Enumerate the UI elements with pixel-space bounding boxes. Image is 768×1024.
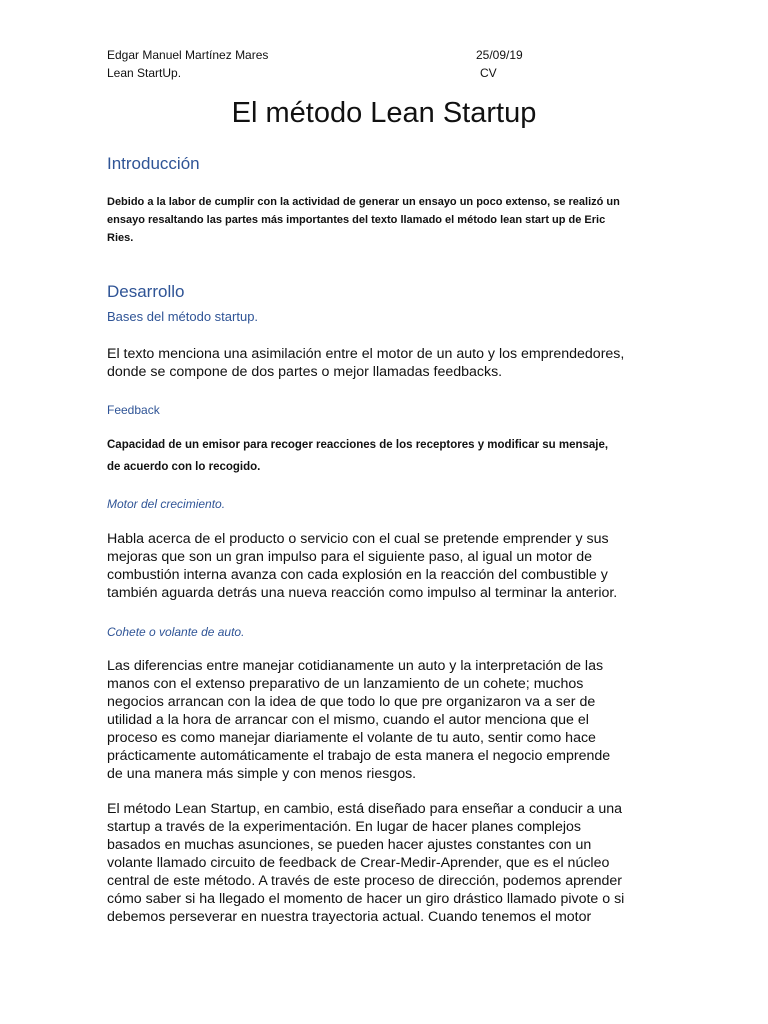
cohete-line: de una manera más simple y con menos riesgos.	[107, 766, 417, 782]
feedback-paragraph	[107, 434, 667, 478]
cohete-line: prácticamente automáticamente el trabajo de esta manera el negocio emprende	[107, 748, 611, 764]
lean-line: cómo saber si ha llegado el momento de hacer un giro drástico llamado pivote o si	[107, 891, 625, 907]
intro-heading: Introducción	[107, 154, 200, 173]
intro-paragraph	[107, 193, 667, 247]
desarrollo-paragraph	[107, 345, 667, 381]
intro-line: Ries.	[107, 232, 134, 244]
lean-line: central de este método. A través de este proceso de dirección, podemos aprender	[107, 873, 623, 889]
header-date: 25/09/19	[476, 48, 523, 62]
lean-line: basados en muchas asunciones, se pueden hacer ajustes constantes con un	[107, 837, 592, 853]
cohete-line: manos con el extenso preparativo de un lanzamiento de un cohete; muchos	[107, 676, 584, 692]
feedback-line: Capacidad de un emisor para recoger reacciones de los receptores y modificar su mensaje,	[107, 439, 609, 451]
intro-line: ensayo resaltando las partes más importantes del texto llamado el método lean start up de Eric	[107, 214, 606, 226]
motor-line: Habla acerca de el producto o servicio con el cual se pretende emprender y sus	[107, 531, 609, 547]
lean-line: debemos perseverar en nuestra trayectoria actual. Cuando tenemos el motor	[107, 909, 592, 925]
lean-paragraph	[107, 800, 667, 926]
motor-paragraph	[107, 530, 667, 602]
desarrollo-line: donde se compone de dos partes o mejor llamadas feedbacks.	[107, 364, 503, 380]
cohete-paragraph	[107, 657, 667, 783]
intro-line: Debido a la labor de cumplir con la actividad de generar un ensayo un poco extenso, se realizó un	[107, 196, 620, 208]
lean-line: volante llamado circuito de feedback de Crear-Medir-Aprender, que es el núcleo	[107, 855, 610, 871]
feedback-line: de acuerdo con lo recogido.	[107, 461, 261, 473]
cohete-line: utilidad a la hora de arrancar con el mismo, cuando el autor menciona que el	[107, 712, 589, 728]
desarrollo-subheading: Bases del método startup.	[107, 309, 259, 324]
lean-line: El método Lean Startup, en cambio, está diseñado para enseñar a conducir a una	[107, 801, 623, 817]
lean-line: startup a través de la experimentación. En lugar de hacer planes complejos	[107, 819, 581, 835]
header-course: Lean StartUp.	[107, 66, 182, 80]
desarrollo-heading: Desarrollo	[107, 282, 185, 301]
desarrollo-line: El texto menciona una asimilación entre el motor de un auto y los emprendedores,	[107, 346, 625, 362]
motor-line: también aguarda detrás una nueva reacción como impulso al terminar la anterior.	[107, 585, 618, 601]
motor-line: mejoras que son un gran impulso para el siguiente paso, al igual un motor de	[107, 549, 593, 565]
header-author: Edgar Manuel Martínez Mares	[107, 48, 269, 62]
cohete-line: negocios arrancan con la idea de que todo lo que pre organizaron va a ser de	[107, 694, 596, 710]
document-title: El método Lean Startup	[231, 97, 537, 129]
motor-heading: Motor del crecimiento.	[107, 497, 226, 511]
cohete-line: Las diferencias entre manejar cotidianamente un auto y la interpretación de las	[107, 658, 604, 674]
header-initials: CV	[480, 66, 497, 80]
feedback-heading: Feedback	[107, 403, 160, 417]
motor-line: combustión interna avanza con cada explosión en la reacción del combustible y	[107, 567, 608, 583]
cohete-heading: Cohete o volante de auto.	[107, 625, 245, 639]
cohete-line: proceso es como manejar diariamente el volante de tu auto, sentir como hace	[107, 730, 596, 746]
